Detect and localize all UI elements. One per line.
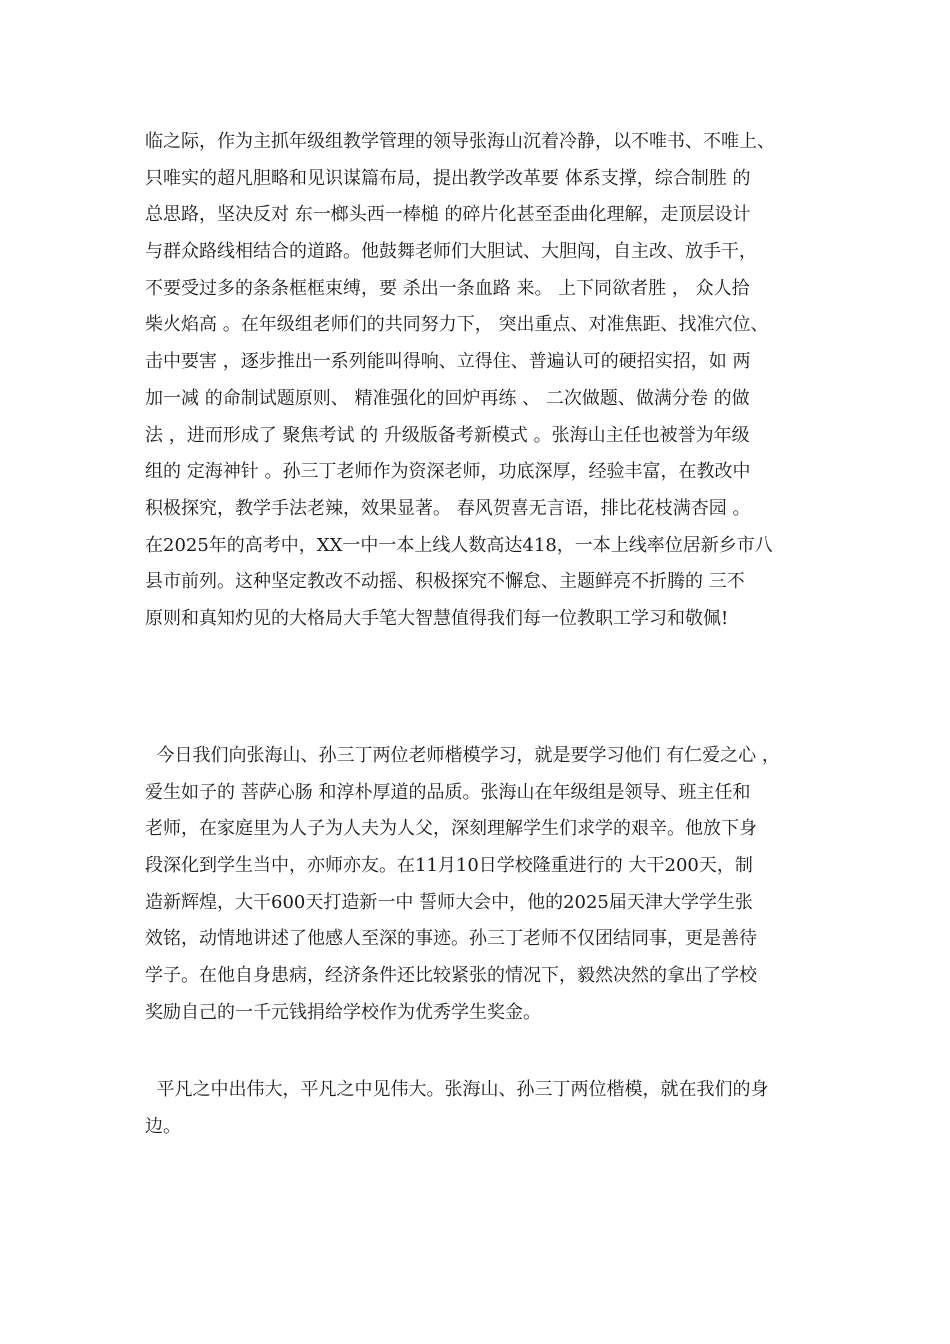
text-line: 原则和真知灼见的大格局大手笔大智慧值得我们每一位教职工学习和敬佩! — [145, 607, 729, 629]
text-line: 不要受过多的条条框框束缚，要 杀出一条血路 来。 上下同欲者胜 ， 众人拾 — [145, 277, 750, 299]
text-line: 法 ，进而形成了 聚焦考试 的 升级版备考新模式 。张海山主任也被誉为年级 — [145, 424, 750, 446]
text-line: 造新辉煌，大干600天打造新一中 誓师大会中，他的2025届天津大学学生张 — [145, 891, 753, 913]
text-line: 段深化到学生当中，亦师亦友。在11月10日学校隆重进行的 大干200天，制 — [145, 855, 753, 877]
text-line: 老师，在家庭里为人子为人夫为人父，深刻理解学生们求学的艰辛。他放下身 — [145, 818, 757, 840]
paragraph-learning-from-models — [145, 738, 825, 1032]
text-line: 组的 定海神针 。孙三丁老师作为资深老师，功底深厚，经验丰富，在教改中 — [145, 461, 751, 483]
paragraph-closing — [145, 1072, 825, 1145]
text-line: 总思路，坚决反对 东一榔头西一棒槌 的碎片化甚至歪曲化理解，走顶层设计 — [145, 204, 751, 226]
text-line: 临之际，作为主抓年级组教学管理的领导张海山沉着冷静，以不唯书、不唯上、 — [145, 131, 775, 152]
paragraph-education-reform — [145, 124, 825, 638]
text-line: 积极探究，教学手法老辣，效果显著。 春风贺喜无言语，排比花枝满杏园 。 — [145, 497, 751, 519]
text-line: 与群众路线相结合的道路。他鼓舞老师们大胆试、大胆闯，自主改、放手干， — [145, 241, 757, 263]
text-line: 爱生如子的 菩萨心肠 和淳朴厚道的品质。张海山在年级组是领导、班主任和 — [145, 781, 751, 803]
text-line: 加一减 的命制试题原则、 精准强化的回炉再练 、 二次做题、做满分卷 的做 — [145, 387, 750, 409]
text-line: 在2025年的高考中，XX一中一本上线人数高达418，一本上线率位居新乡市八 — [145, 534, 773, 556]
text-line: 奖励自己的一千元钱捐给学校作为优秀学生奖金。 — [145, 1001, 541, 1023]
text-line: 效铭，动情地讲述了他感人至深的事迹。孙三丁老师不仅团结同事，更是善待 — [145, 928, 757, 950]
text-line: 柴火焰高 。在年级组老师们的共同努力下， 突出重点、对准焦距、找准穴位、 — [145, 314, 769, 336]
text-line: 平凡之中出伟大，平凡之中见伟大。张海山、孙三丁两位楷模，就在我们的身 — [145, 1079, 769, 1100]
text-line: 今日我们向张海山、孙三丁两位老师楷模学习，就是要学习他们 有仁爱之心 ， — [145, 745, 780, 766]
text-line: 边。 — [145, 1115, 181, 1137]
text-line: 只唯实的超凡胆略和见识谋篇布局，提出教学改革要 体系支撑，综合制胜 的 — [145, 167, 751, 189]
text-line: 学子。在他自身患病，经济条件还比较紧张的情况下，毅然决然的拿出了学校 — [145, 965, 757, 987]
text-line: 县市前列。这种坚定教改不动摇、积极探究不懈怠、主题鲜亮不折腾的 三不 — [145, 571, 745, 593]
text-line: 击中要害 ，逐步推出一系列能叫得响、立得住、普遍认可的硬招实招，如 两 — [145, 351, 751, 373]
